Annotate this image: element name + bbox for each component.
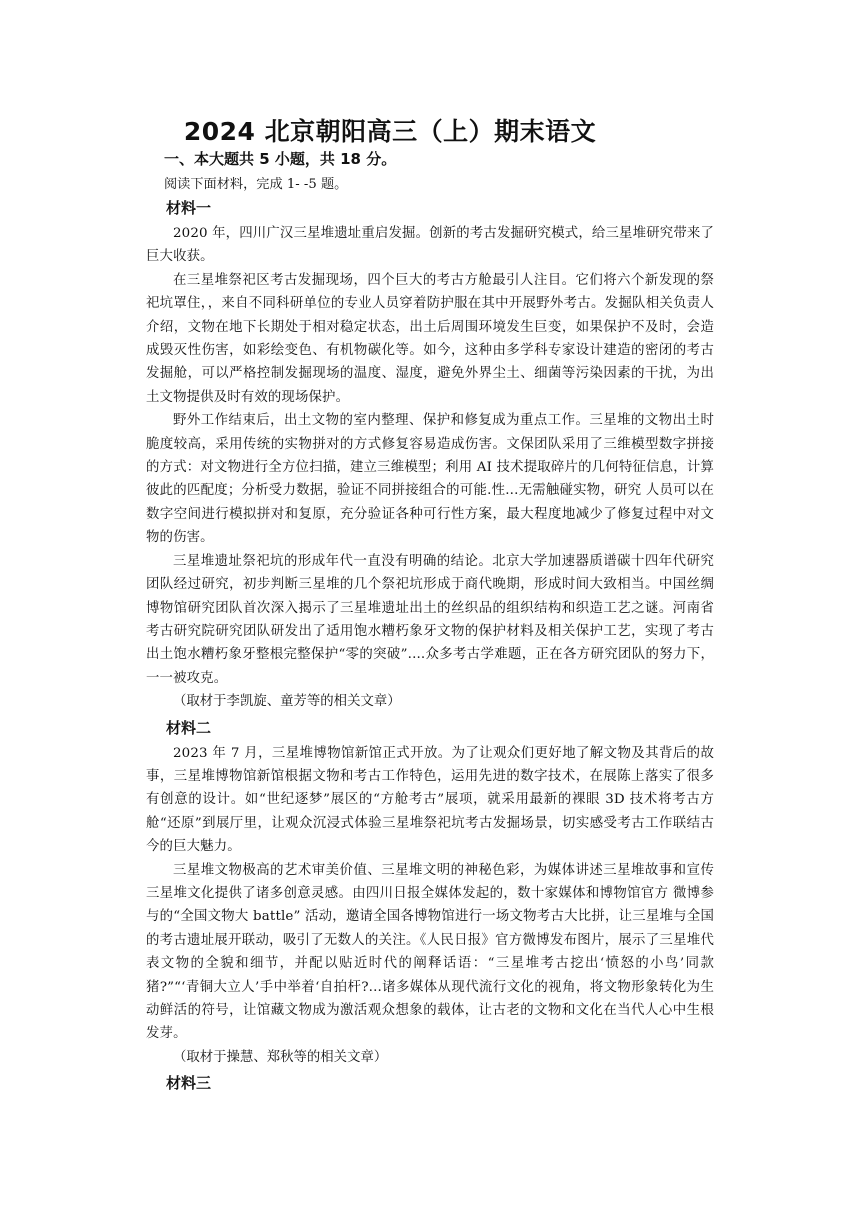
material-2-source: （取材于操慧、郑秋等的相关文章） [173, 1049, 388, 1065]
material-2-paragraph: 2023 年 7 月，三星堆博物馆新馆正式开放。为了让观众们更好地了解文物及其背后的故事，三星堆博物馆新馆根据文物和考古工作特色，运用先进的数字技术，在展陈上落实了很多有创意的设计。如“世纪逐梦”展区的“方舱考古”展项，就采用最新的裸眼 3D 技术将考古方舱“还原”到展厅里，让观众沉浸式体验三星堆祭祀坑考古发掘场景，切实感受考古工作联结古今的巨大魅力。 [146, 745, 714, 855]
material-1-heading: 材料一 [166, 199, 212, 217]
material-3-heading: 材料三 [166, 1074, 212, 1093]
section-heading: 一、本大题共 5 小题，共 18 分。 [164, 150, 397, 168]
material-2-paragraph: 三星堆文物极高的艺术审美价值、三星堆文明的神秘色彩，为媒体讲述三星堆故事和宣传三星堆文化提供了诸多创意灵感。由四川日报全媒体发起的，数十家媒体和博物馆官方 微博参与的“全国文物大 battle” 活动，邀请全国各博物馆进行一场文物考古大比拼，让三星堆与全国的考古遗址展开联动，吸引了无数人的关注。《人民日报》官方微博发布图片，展示了三星堆代表文物的全貌和细节，并配以贴近时代的阐释话语：“三星堆考古挖出‘愤怒的小鸟’同款猪?”“‘青铜大立人’手中举着‘自拍杆?...诸多媒体从现代流行文化的视角，将文物形象转化为生动鲜活的符号，让馆藏文物成为激活观众想象的载体，让古老的文物和文化在当代人心中生根发芽。 [146, 862, 714, 1042]
material-1-paragraph: 2020 年，四川广汉三星堆遗址重启发掘。创新的考古发掘研究模式，给三星堆研究带来了巨大收获。 [146, 226, 714, 265]
material-1-paragraph: 野外工作结束后，出土文物的室内整理、保护和修复成为重点工作。三星堆的文物出土时脆度较高，采用传统的实物拼对的方式修复容易造成伤害。文保团队采用了三维模型数字拼接的方式：对文物进行全方位扫描，建立三维模型；利用 AI 技术提取碎片的几何特征信息，计算彼此的匹配度；分析受力数据，验证不同拼接组合的可能.性...无需触碰实物，研究 人员可以在数字空间进行模拟拼对和复原，充分验证各种可行性方案，最大程度地减少了修复过程中对文物的伤害。 [146, 413, 714, 546]
material-1-source: （取材于李凯旋、童芳等的相关文章） [173, 694, 401, 710]
document-title: 2024 北京朝阳高三（上）期末语文 [183, 117, 597, 146]
material-1-paragraph: 在三星堆祭祀区考古发掘现场，四个巨大的考古方舱最引人注目。它们将六个新发现的祭祀坑罩住，，来自不同科研单位的专业人员穿着防护服在其中开展野外考古。发掘队相关负责人介绍，文物在地下长期处于相对稳定状态，出土后周围环境发生巨变，如果保护不及时，会造成毁灭性伤害，如彩绘变色、有机物碳化等。如今，这种由多学科专家设计建造的密闭的考古发掘舱，可以严格控制发掘现场的温度、湿度，避免外界尘土、细菌等污染因素的干扰，为出土文物提供及时有效的现场保护。 [146, 272, 714, 405]
material-2-heading: 材料二 [166, 718, 212, 737]
material-1-paragraph: 三星堆遗址祭祀坑的形成年代一直没有明确的结论。北京大学加速器质谱碳十四年代研究团队经过研究，初步判断三星堆的几个祭祀坑形成于商代晚期，形成时间大致相当。中国丝绸博物馆研究团队首次深入揭示了三星堆遗址出土的丝织品的组织结构和织造工艺之谜。河南省考古研究院研究团队研发出了适用饱水糟朽象牙文物的保护材料及相关保护工艺，实现了考古出土饱水糟朽象牙整根完整保护“零的突破”....众多考古学难题，正在各方研究团队的努力下，一一被攻克。 [146, 553, 714, 686]
reading-instruction: 阅读下面材料，完成 1- -5 题。 [164, 177, 348, 192]
document-body [146, 148, 714, 1097]
